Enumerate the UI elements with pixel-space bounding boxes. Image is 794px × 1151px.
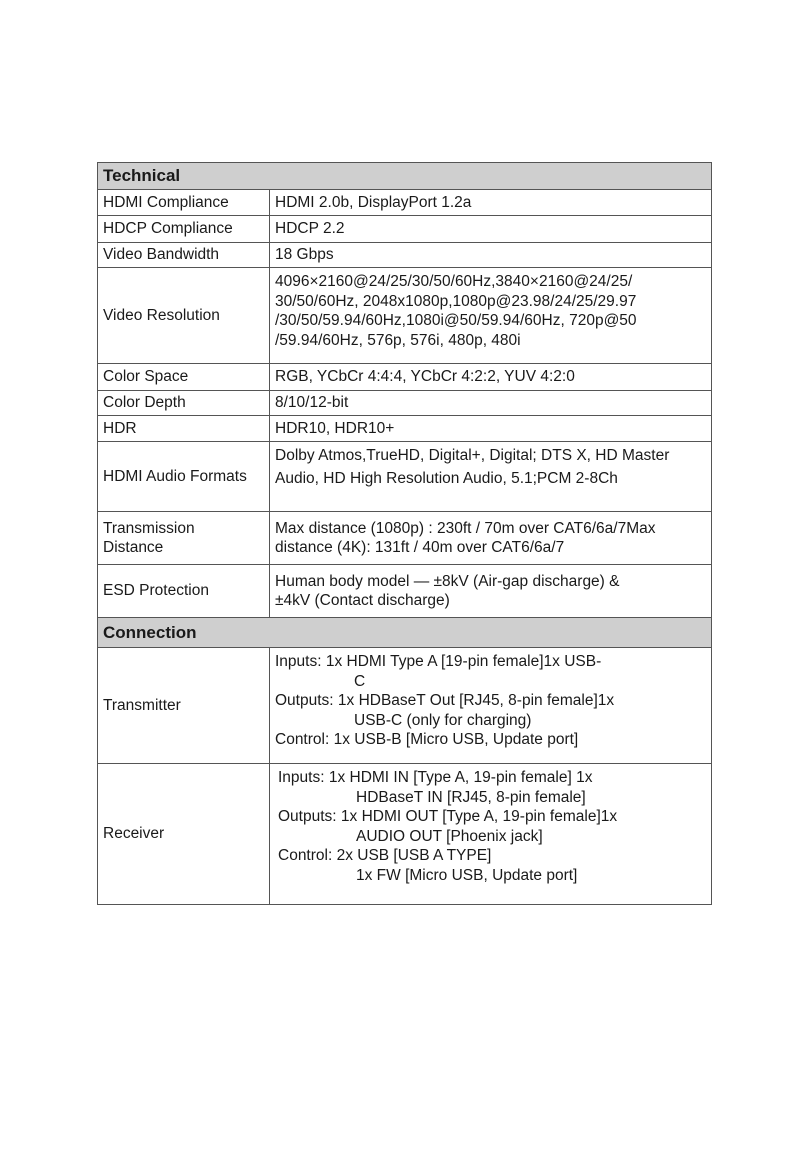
spec-value-line: Inputs: 1x HDMI Type A [19-pin female]1x USB- <box>275 653 602 670</box>
spec-value-line: HDBaseT IN [RJ45, 8-pin female] <box>356 788 586 806</box>
spec-value-line: Inputs: 1x HDMI IN [Type A, 19-pin female] 1x <box>278 769 593 786</box>
spec-row-color-depth <box>98 391 712 416</box>
spec-label-line: Distance <box>103 539 164 556</box>
spec-value-line: distance (4K): 131ft / 40m over CAT6/6a/7 <box>275 539 565 556</box>
spec-value-line: Control: 1x USB-B [Micro USB, Update port] <box>275 731 579 748</box>
spec-value: RGB, YCbCr 4:4:4, YCbCr 4:2:2, YUV 4:2:0 <box>270 364 712 391</box>
spec-value <box>270 512 712 565</box>
specifications-table <box>97 162 712 905</box>
spec-value-line: C <box>354 672 366 690</box>
spec-value-line: Outputs: 1x HDMI OUT [Type A, 19-pin female]1x <box>278 808 618 825</box>
spec-value: 8/10/12-bit <box>270 391 712 416</box>
spec-value-line: USB-C (only for charging) <box>354 711 532 729</box>
spec-value-line: Dolby Atmos,TrueHD, Digital+, Digital; DTS X, HD Master <box>275 447 670 464</box>
spec-value: HDMI 2.0b, DisplayPort 1.2a <box>270 190 712 216</box>
spec-value <box>270 442 712 512</box>
spec-row-video-resolution <box>98 268 712 364</box>
spec-value-line: AUDIO OUT [Phoenix jack] <box>356 827 543 845</box>
spec-row-receiver <box>98 764 712 905</box>
spec-value: HDCP 2.2 <box>270 216 712 243</box>
spec-row-transmitter <box>98 648 712 764</box>
spec-row-hdr <box>98 416 712 442</box>
spec-value-line: Control: 2x USB [USB A TYPE] <box>278 847 492 864</box>
spec-label: Color Space <box>98 364 270 391</box>
spec-label: Color Depth <box>98 391 270 416</box>
spec-value <box>270 268 712 364</box>
spec-value-line: Outputs: 1x HDBaseT Out [RJ45, 8-pin female]1x <box>275 692 615 709</box>
spec-label: HDR <box>98 416 270 442</box>
section-title-technical: Technical <box>98 163 712 190</box>
section-title-connection: Connection <box>98 618 712 648</box>
spec-row-color-space <box>98 364 712 391</box>
spec-value <box>270 565 712 618</box>
spec-value <box>270 648 712 764</box>
spec-value-line: 4096×2160@24/25/30/50/60Hz,3840×2160@24/25/ <box>275 273 633 290</box>
spec-label: HDMI Audio Formats <box>98 442 270 512</box>
spec-value-line: ±4kV (Contact discharge) <box>275 592 450 609</box>
spec-label: HDCP Compliance <box>98 216 270 243</box>
spec-value: HDR10, HDR10+ <box>270 416 712 442</box>
spec-label: ESD Protection <box>98 565 270 618</box>
spec-row-esd-protection <box>98 565 712 618</box>
spec-value-line: Human body model — ±8kV (Air-gap discharge) & <box>275 572 620 590</box>
spec-label: Receiver <box>98 764 270 905</box>
spec-row-transmission-distance <box>98 512 712 565</box>
section-header-technical <box>98 163 712 190</box>
spec-value-line: /30/50/59.94/60Hz,1080i@50/59.94/60Hz, 720p@50 <box>275 312 637 329</box>
spec-label: Transmitter <box>98 648 270 764</box>
spec-value-line: Max distance (1080p) : 230ft / 70m over CAT6/6a/7Max <box>275 519 656 537</box>
spec-value-line: 1x FW [Micro USB, Update port] <box>356 866 578 884</box>
section-header-connection <box>98 618 712 648</box>
spec-row-video-bandwidth <box>98 243 712 268</box>
spec-value: 18 Gbps <box>270 243 712 268</box>
spec-label: HDMI Compliance <box>98 190 270 216</box>
spec-label: Video Resolution <box>98 268 270 364</box>
spec-row-hdmi-audio-formats <box>98 442 712 512</box>
spec-row-hdmi-compliance <box>98 190 712 216</box>
spec-label <box>98 512 270 565</box>
spec-value-line: Audio, HD High Resolution Audio, 5.1;PCM 2-8Ch <box>275 469 618 487</box>
spec-value-line: 30/50/60Hz, 2048x1080p,1080p@23.98/24/25/29.97 <box>275 292 637 310</box>
spec-row-hdcp-compliance <box>98 216 712 243</box>
spec-label-line: Transmission <box>103 519 195 537</box>
spec-value <box>270 764 712 905</box>
spec-value-line: /59.94/60Hz, 576p, 576i, 480p, 480i <box>275 331 521 349</box>
spec-label: Video Bandwidth <box>98 243 270 268</box>
